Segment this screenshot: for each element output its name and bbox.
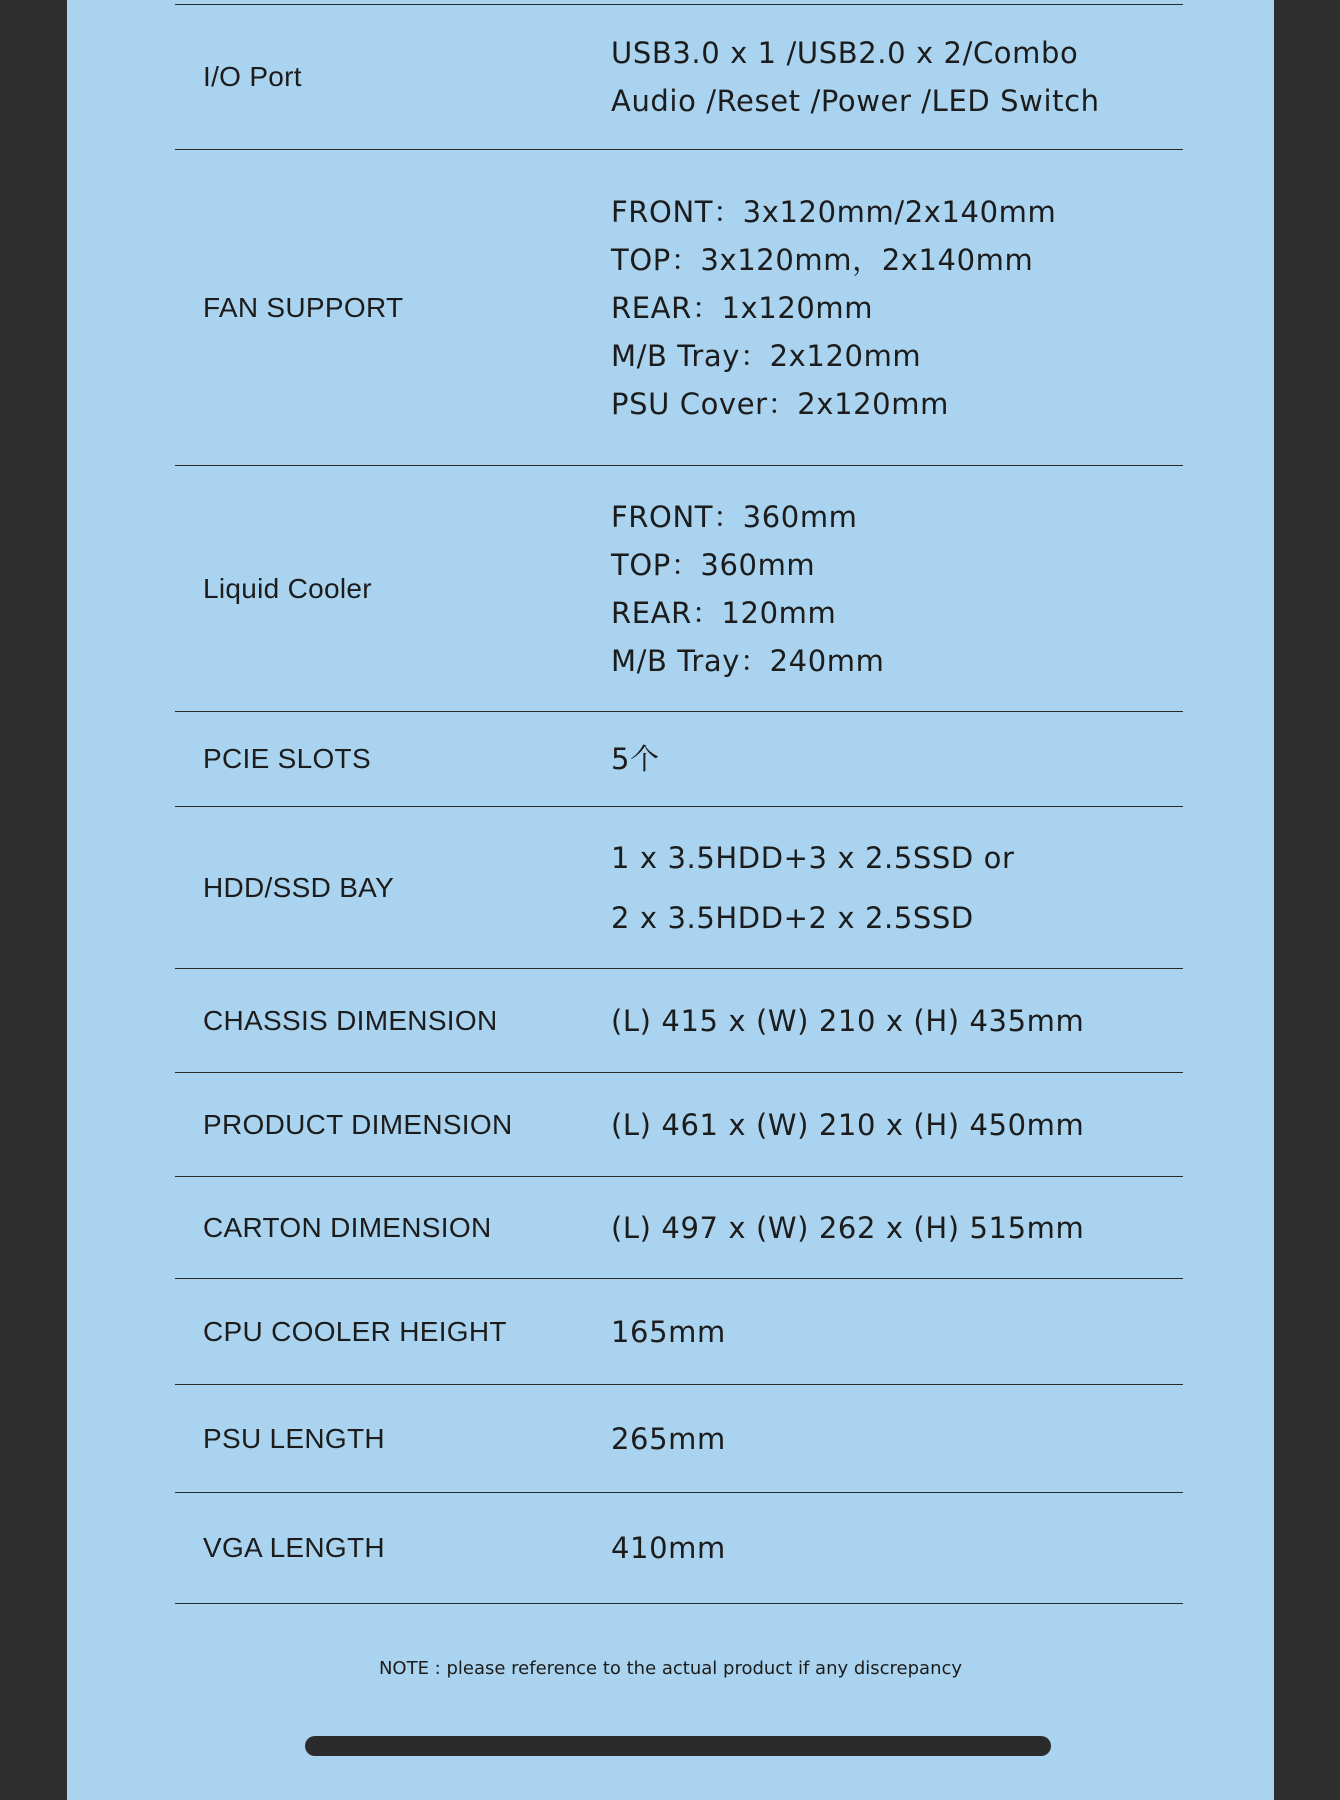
spec-panel — [67, 0, 1274, 1800]
spec-value-line: 1 x 3.5HDD+3 x 2.5SSD or — [611, 840, 1015, 875]
spec-row-fan-support — [175, 150, 1183, 466]
spec-value-line: 2 x 3.5HDD+2 x 2.5SSD — [611, 900, 974, 935]
spec-value — [611, 1279, 726, 1384]
spec-value — [611, 1177, 1084, 1278]
spec-label: PRODUCT DIMENSION — [203, 1108, 513, 1140]
spec-value-line: (L) 415 x (W) 210 x (H) 435mm — [611, 1003, 1085, 1038]
spec-value-line: USB3.0 x 1 /USB2.0 x 2/Combo — [611, 36, 1079, 70]
spec-value — [611, 969, 1084, 1072]
spec-row-chassis-dimension — [175, 969, 1183, 1073]
spec-row-cpu-cooler-height — [175, 1279, 1183, 1385]
spec-value — [611, 466, 884, 711]
spec-value-line: (L) 461 x (W) 210 x (H) 450mm — [611, 1107, 1085, 1142]
spec-row-psu-length — [175, 1385, 1183, 1493]
spec-label: CHASSIS DIMENSION — [203, 1004, 498, 1036]
spec-label: PSU LENGTH — [203, 1422, 385, 1454]
horizontal-scrollbar[interactable] — [305, 1736, 1051, 1756]
spec-row-vga-length — [175, 1493, 1183, 1604]
spec-value-line: 165mm — [611, 1314, 726, 1349]
spec-value-line: REAR：1x120mm — [611, 290, 874, 325]
spec-label: FAN SUPPORT — [203, 291, 404, 323]
spec-value-line: PSU Cover：2x120mm — [611, 386, 949, 421]
spec-row-pcie-slots — [175, 712, 1183, 807]
spec-label: HDD/SSD BAY — [203, 871, 395, 903]
spec-value-line: REAR：120mm — [611, 595, 837, 630]
spec-label: I/O Port — [203, 61, 302, 92]
spec-value — [611, 150, 1056, 465]
spec-value — [611, 712, 660, 806]
spec-value-line: FRONT：3x120mm/2x140mm — [611, 194, 1057, 229]
spec-label: CARTON DIMENSION — [203, 1211, 492, 1243]
spec-value-line: Audio /Reset /Power /LED Switch — [611, 84, 1100, 118]
spec-row-hdd-ssd-bay — [175, 807, 1183, 969]
spec-value-line: 265mm — [611, 1421, 726, 1456]
spec-value-line: M/B Tray：2x120mm — [611, 338, 922, 373]
spec-value-line: 5个 — [611, 742, 660, 776]
spec-value — [611, 5, 1100, 149]
spec-value-line: TOP：3x120mm，2x140mm — [611, 242, 1034, 277]
spec-label: PCIE SLOTS — [203, 743, 371, 774]
spec-label: Liquid Cooler — [203, 572, 372, 604]
spec-value — [611, 807, 1015, 968]
spec-value-line: FRONT：360mm — [611, 499, 858, 534]
spec-value — [611, 1073, 1084, 1176]
spec-value — [611, 1493, 726, 1603]
spec-row-io-port — [175, 4, 1183, 150]
spec-value-line: (L) 497 x (W) 262 x (H) 515mm — [611, 1210, 1085, 1245]
spec-value-line: TOP：360mm — [611, 547, 816, 582]
disclaimer-note: NOTE : please reference to the actual product if any discrepancy — [378, 1658, 963, 1679]
spec-row-carton-dimension — [175, 1177, 1183, 1279]
spec-label: VGA LENGTH — [203, 1532, 385, 1563]
spec-value — [611, 1385, 726, 1492]
spec-value-line: 410mm — [611, 1531, 726, 1565]
spec-row-liquid-cooler — [175, 466, 1183, 712]
spec-row-product-dimension — [175, 1073, 1183, 1177]
spec-value-line: M/B Tray：240mm — [611, 643, 885, 678]
spec-label: CPU COOLER HEIGHT — [203, 1315, 507, 1347]
